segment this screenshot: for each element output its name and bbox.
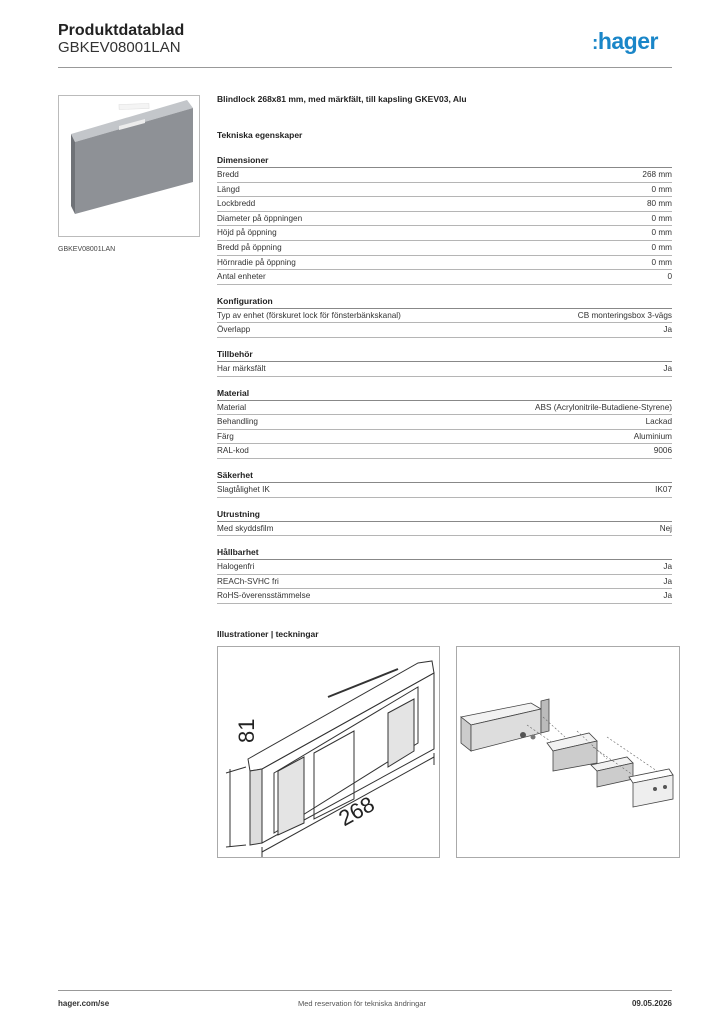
dimension-drawing xyxy=(217,646,440,858)
product-image xyxy=(59,96,199,236)
spec-value: CB monteringsbox 3-vägs xyxy=(577,310,672,320)
document-title: Produktdatablad xyxy=(58,22,185,39)
product-photo xyxy=(58,95,200,237)
spec-label: Med skyddsfilm xyxy=(217,523,274,533)
spec-section xyxy=(217,469,672,498)
spec-label: Slagtålighet IK xyxy=(217,484,270,494)
spec-label: Behandling xyxy=(217,417,258,427)
spec-section xyxy=(217,387,672,459)
spec-label: Halogenfri xyxy=(217,562,255,572)
spec-value: 9006 xyxy=(653,446,672,456)
spec-section xyxy=(217,295,672,338)
spec-row xyxy=(217,226,672,241)
spec-value: 0 mm xyxy=(651,257,672,267)
spec-sections xyxy=(217,154,672,604)
height-dimension-label: 81 xyxy=(234,718,259,743)
spec-row xyxy=(217,522,672,537)
spec-label: Bredd xyxy=(217,170,239,179)
spec-value: Nej xyxy=(659,523,672,533)
photo-caption: GBKEV08001LAN xyxy=(58,246,116,253)
spec-value: Ja xyxy=(663,562,672,572)
spec-value: Ja xyxy=(663,363,672,373)
section-title: Tillbehör xyxy=(217,348,672,362)
section-title: Hållbarhet xyxy=(217,546,672,560)
spec-label: RAL-kod xyxy=(217,446,249,456)
width-dimension-label: 268 xyxy=(334,791,379,831)
spec-row xyxy=(217,183,672,198)
illustrations-title: Illustrationer | teckningar xyxy=(217,629,319,639)
spec-label: RoHS-överensstämmelse xyxy=(217,591,311,601)
spec-section xyxy=(217,546,672,604)
spec-row xyxy=(217,415,672,430)
footer-date: 09.05.2026 xyxy=(631,999,672,1008)
spec-row xyxy=(217,560,672,575)
spec-row xyxy=(217,212,672,227)
spec-value: Ja xyxy=(663,591,672,601)
spec-label: Material xyxy=(217,402,247,412)
spec-row xyxy=(217,270,672,285)
spec-value: Ja xyxy=(663,576,672,586)
spec-section xyxy=(217,508,672,537)
spec-row xyxy=(217,589,672,604)
spec-value: Lackad xyxy=(645,417,672,427)
spec-section xyxy=(217,348,672,377)
spec-value: 0 mm xyxy=(651,228,672,238)
section-title: Säkerhet xyxy=(217,469,672,483)
hager-logo: :hager xyxy=(592,28,658,54)
spec-row xyxy=(217,197,672,212)
spec-row xyxy=(217,362,672,377)
spec-section xyxy=(217,154,672,285)
spec-label: REACh-SVHC fri xyxy=(217,576,279,586)
footer-divider xyxy=(58,990,672,991)
assembly-drawing xyxy=(456,646,680,858)
spec-value: 268 mm xyxy=(642,170,672,179)
section-title: Dimensioner xyxy=(217,154,672,168)
product-code: GBKEV08001LAN xyxy=(58,39,181,56)
spec-row xyxy=(217,401,672,416)
tech-properties-title: Tekniska egenskaper xyxy=(217,130,303,140)
dimension-drawing-svg xyxy=(218,647,439,857)
spec-value: Ja xyxy=(663,325,672,335)
spec-value: 0 mm xyxy=(651,184,672,194)
header-divider xyxy=(58,67,672,68)
spec-label: Höjd på öppning xyxy=(217,228,277,238)
spec-label: Har märksfält xyxy=(217,363,266,373)
spec-column xyxy=(217,94,672,604)
spec-row xyxy=(217,309,672,324)
spec-value: Aluminium xyxy=(633,431,672,441)
footer-website: hager.com/se xyxy=(58,999,110,1008)
section-title: Material xyxy=(217,387,672,401)
spec-value: 0 mm xyxy=(651,213,672,223)
spec-row xyxy=(217,483,672,498)
spec-row xyxy=(217,168,672,183)
spec-value: 80 mm xyxy=(646,199,672,209)
spec-value: 0 xyxy=(667,272,672,282)
footer-disclaimer: Med reservation för tekniska ändringar xyxy=(298,999,426,1008)
spec-value: ABS (Acrylonitrile-Butadiene-Styrene) xyxy=(535,402,672,412)
section-title: Konfiguration xyxy=(217,295,672,309)
spec-value: 0 mm xyxy=(651,242,672,252)
spec-value: IK07 xyxy=(655,484,672,494)
spec-label: Färg xyxy=(217,431,234,441)
spec-label: Överlapp xyxy=(217,325,251,335)
spec-label: Bredd på öppning xyxy=(217,242,282,252)
spec-row xyxy=(217,241,672,256)
spec-row xyxy=(217,256,672,271)
spec-row xyxy=(217,575,672,590)
assembly-drawing-svg xyxy=(457,647,679,857)
spec-row xyxy=(217,444,672,459)
spec-label: Diameter på öppningen xyxy=(217,213,303,223)
product-description: Blindlock 268x81 mm, med märkfält, till kapsling GKEV03, Alu xyxy=(217,94,467,104)
logo-colon-icon: : xyxy=(592,33,598,54)
spec-row xyxy=(217,323,672,338)
spec-label: Antal enheter xyxy=(217,272,266,282)
spec-label: Längd xyxy=(217,184,240,194)
spec-label: Lockbredd xyxy=(217,199,256,209)
spec-label: Hörnradie på öppning xyxy=(217,257,296,267)
section-title: Utrustning xyxy=(217,508,672,522)
spec-label: Typ av enhet (förskuret lock för fönsterbänkskanal) xyxy=(217,310,401,320)
spec-row xyxy=(217,430,672,445)
